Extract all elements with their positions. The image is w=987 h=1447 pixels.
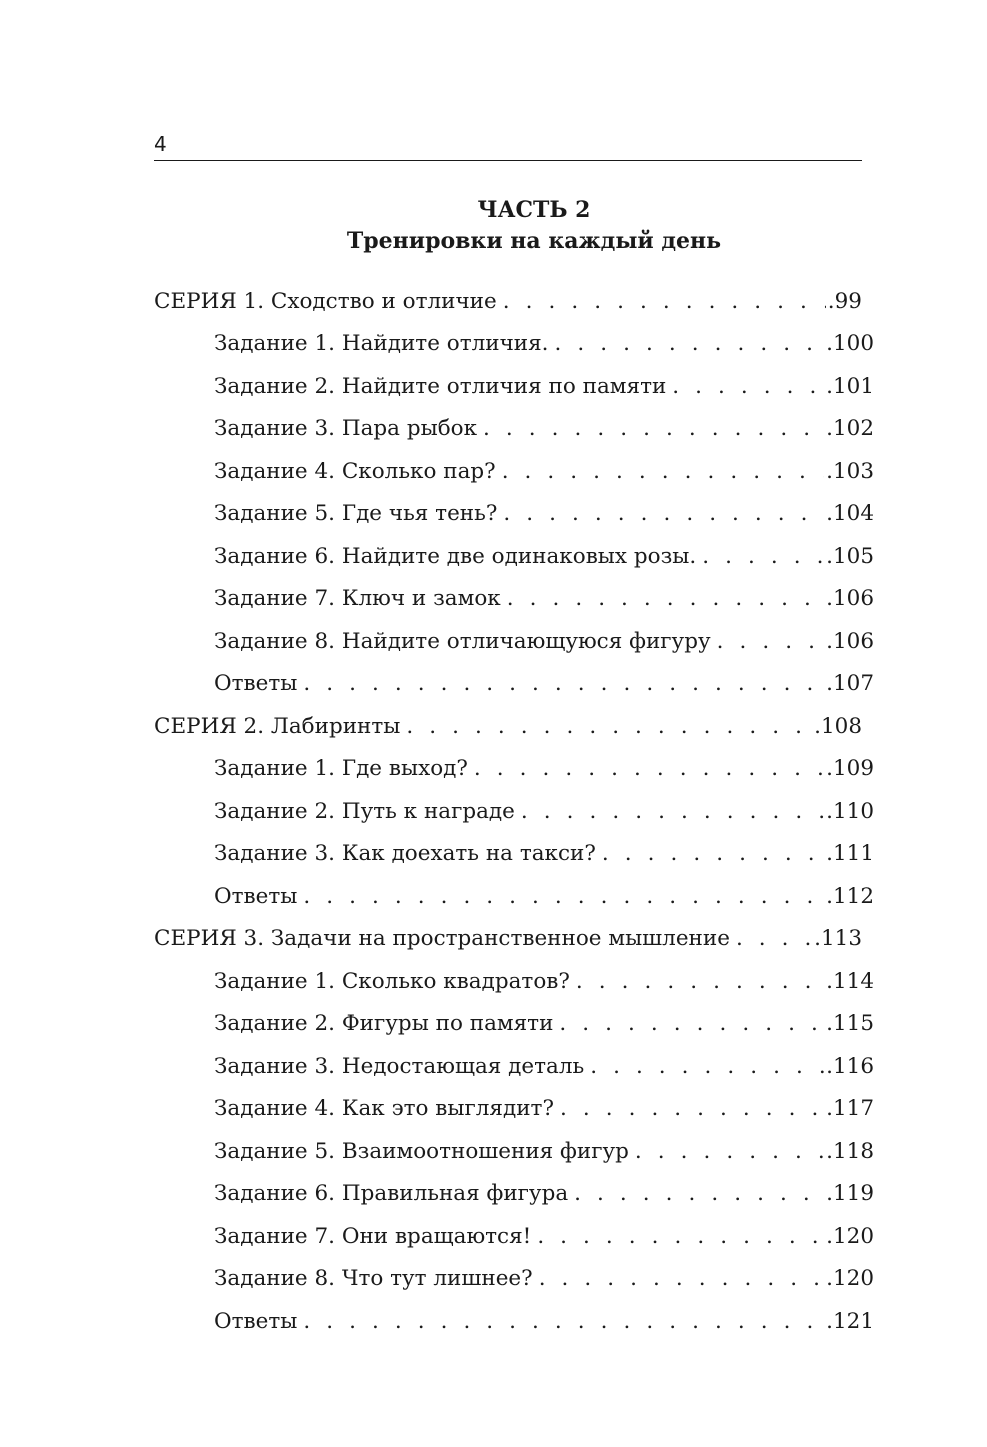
page-number: 4 [154,132,167,156]
toc-entry-page: .109 [826,756,874,782]
toc-entry-page: .111 [826,841,874,867]
toc-dot-leader [590,1054,824,1079]
toc-dot-leader [602,841,824,866]
toc-entry-page: .108 [814,713,862,739]
toc-entry-page: .104 [826,501,874,527]
toc-task-entry [154,1003,874,1046]
toc-entry-title: Задание 2. Найдите отличия по памяти [214,373,667,399]
table-of-contents [154,280,874,1343]
toc-task-entry [154,1173,874,1216]
toc-entry-title: СЕРИЯ 3. Задачи на пространственное мышление [154,926,730,952]
toc-dot-leader [303,884,824,909]
toc-dot-leader [672,374,824,399]
header-rule [154,160,862,161]
toc-dot-leader [406,714,812,739]
toc-task-entry [154,493,874,536]
toc-entry-page: .120 [826,1266,874,1292]
toc-entry-page: .112 [826,883,874,909]
toc-dot-leader [503,289,826,314]
toc-entry-page: .117 [826,1096,874,1122]
toc-entry-title: СЕРИЯ 1. Сходство и отличие [154,288,497,314]
toc-task-entry [154,1300,874,1343]
toc-entry-title: Задание 6. Найдите две одинаковых розы. [214,543,697,569]
toc-dot-leader [503,501,824,526]
toc-dot-leader [574,1181,824,1206]
toc-entry-title: Задание 1. Сколько квадратов? [214,968,570,994]
toc-entry-title: Задание 4. Сколько пар? [214,458,496,484]
toc-dot-leader [559,1011,824,1036]
toc-dot-leader [736,926,812,951]
toc-entry-title: Ответы [214,883,298,909]
toc-task-entry [154,408,874,451]
toc-entry-title: Задание 4. Как это выглядит? [214,1096,554,1122]
toc-dot-leader [539,1266,824,1291]
toc-entry-page: .101 [826,373,874,399]
toc-entry-title: Задание 8. Что тут лишнее? [214,1266,533,1292]
toc-dot-leader [303,671,824,696]
toc-task-entry [154,535,874,578]
toc-entry-title: Задание 5. Взаимоотношения фигур [214,1138,629,1164]
toc-entry-page: .99 [827,288,862,314]
toc-entry-title: Ответы [214,1308,298,1334]
toc-dot-leader [474,756,824,781]
toc-task-entry [154,748,874,791]
toc-entry-title: Ответы [214,671,298,697]
toc-series-entry [154,280,874,323]
toc-entry-page: .100 [826,331,874,357]
toc-entry-page: .102 [826,416,874,442]
toc-series-entry [154,918,874,961]
toc-task-entry [154,875,874,918]
toc-entry-page: .118 [826,1138,874,1164]
toc-entry-page: .103 [826,458,874,484]
toc-task-entry [154,450,874,493]
toc-dot-leader [555,331,825,356]
toc-task-entry [154,1045,874,1088]
toc-entry-page: .116 [826,1053,874,1079]
toc-task-entry [154,620,874,663]
toc-entry-title: Задание 7. Ключ и замок [214,586,501,612]
toc-entry-page: .114 [826,968,874,994]
toc-task-entry [154,365,874,408]
toc-entry-page: .106 [826,586,874,612]
toc-entry-page: .110 [826,798,874,824]
toc-entry-page: .119 [826,1181,874,1207]
toc-entry-page: .115 [826,1011,874,1037]
toc-dot-leader [560,1096,824,1121]
toc-entry-title: Задание 3. Как доехать на такси? [214,841,596,867]
toc-dot-leader [717,629,825,654]
toc-series-entry [154,705,874,748]
toc-entry-title: Задание 1. Где выход? [214,756,468,782]
toc-task-entry [154,578,874,621]
toc-entry-title: Задание 3. Пара рыбок [214,416,478,442]
toc-task-entry [154,1215,874,1258]
toc-dot-leader [635,1139,824,1164]
toc-dot-leader [702,544,824,569]
toc-entry-title: Задание 7. Они вращаются! [214,1223,532,1249]
toc-entry-page: .120 [826,1223,874,1249]
toc-task-entry [154,1258,874,1301]
toc-entry-title: Задание 2. Путь к награде [214,798,515,824]
toc-dot-leader [507,586,824,611]
toc-dot-leader [303,1309,824,1334]
part-title: ЧАСТЬ 2 [477,197,591,223]
toc-task-entry [154,833,874,876]
toc-entry-title: Задание 8. Найдите отличающуюся фигуру [214,628,711,654]
toc-task-entry [154,663,874,706]
toc-dot-leader [502,459,824,484]
toc-task-entry [154,960,874,1003]
toc-task-entry [154,323,874,366]
toc-entry-page: .106 [826,628,874,654]
toc-dot-leader [537,1224,824,1249]
toc-task-entry [154,1130,874,1173]
toc-task-entry [154,1088,874,1131]
toc-entry-title: Задание 6. Правильная фигура [214,1181,569,1207]
part-subtitle: Тренировки на каждый день [346,228,722,254]
toc-entry-page: .113 [814,926,862,952]
toc-dot-leader [576,969,824,994]
toc-entry-page: .121 [826,1308,874,1334]
toc-entry-page: .105 [826,543,874,569]
toc-dot-leader [483,416,824,441]
toc-entry-title: Задание 5. Где чья тень? [214,501,498,527]
toc-dot-leader [521,799,824,824]
toc-entry-page: .107 [826,671,874,697]
toc-entry-title: СЕРИЯ 2. Лабиринты [154,713,401,739]
toc-entry-title: Задание 3. Недостающая деталь [214,1053,585,1079]
toc-entry-title: Задание 2. Фигуры по памяти [214,1011,554,1037]
toc-task-entry [154,790,874,833]
toc-entry-title: Задание 1. Найдите отличия. [214,331,549,357]
